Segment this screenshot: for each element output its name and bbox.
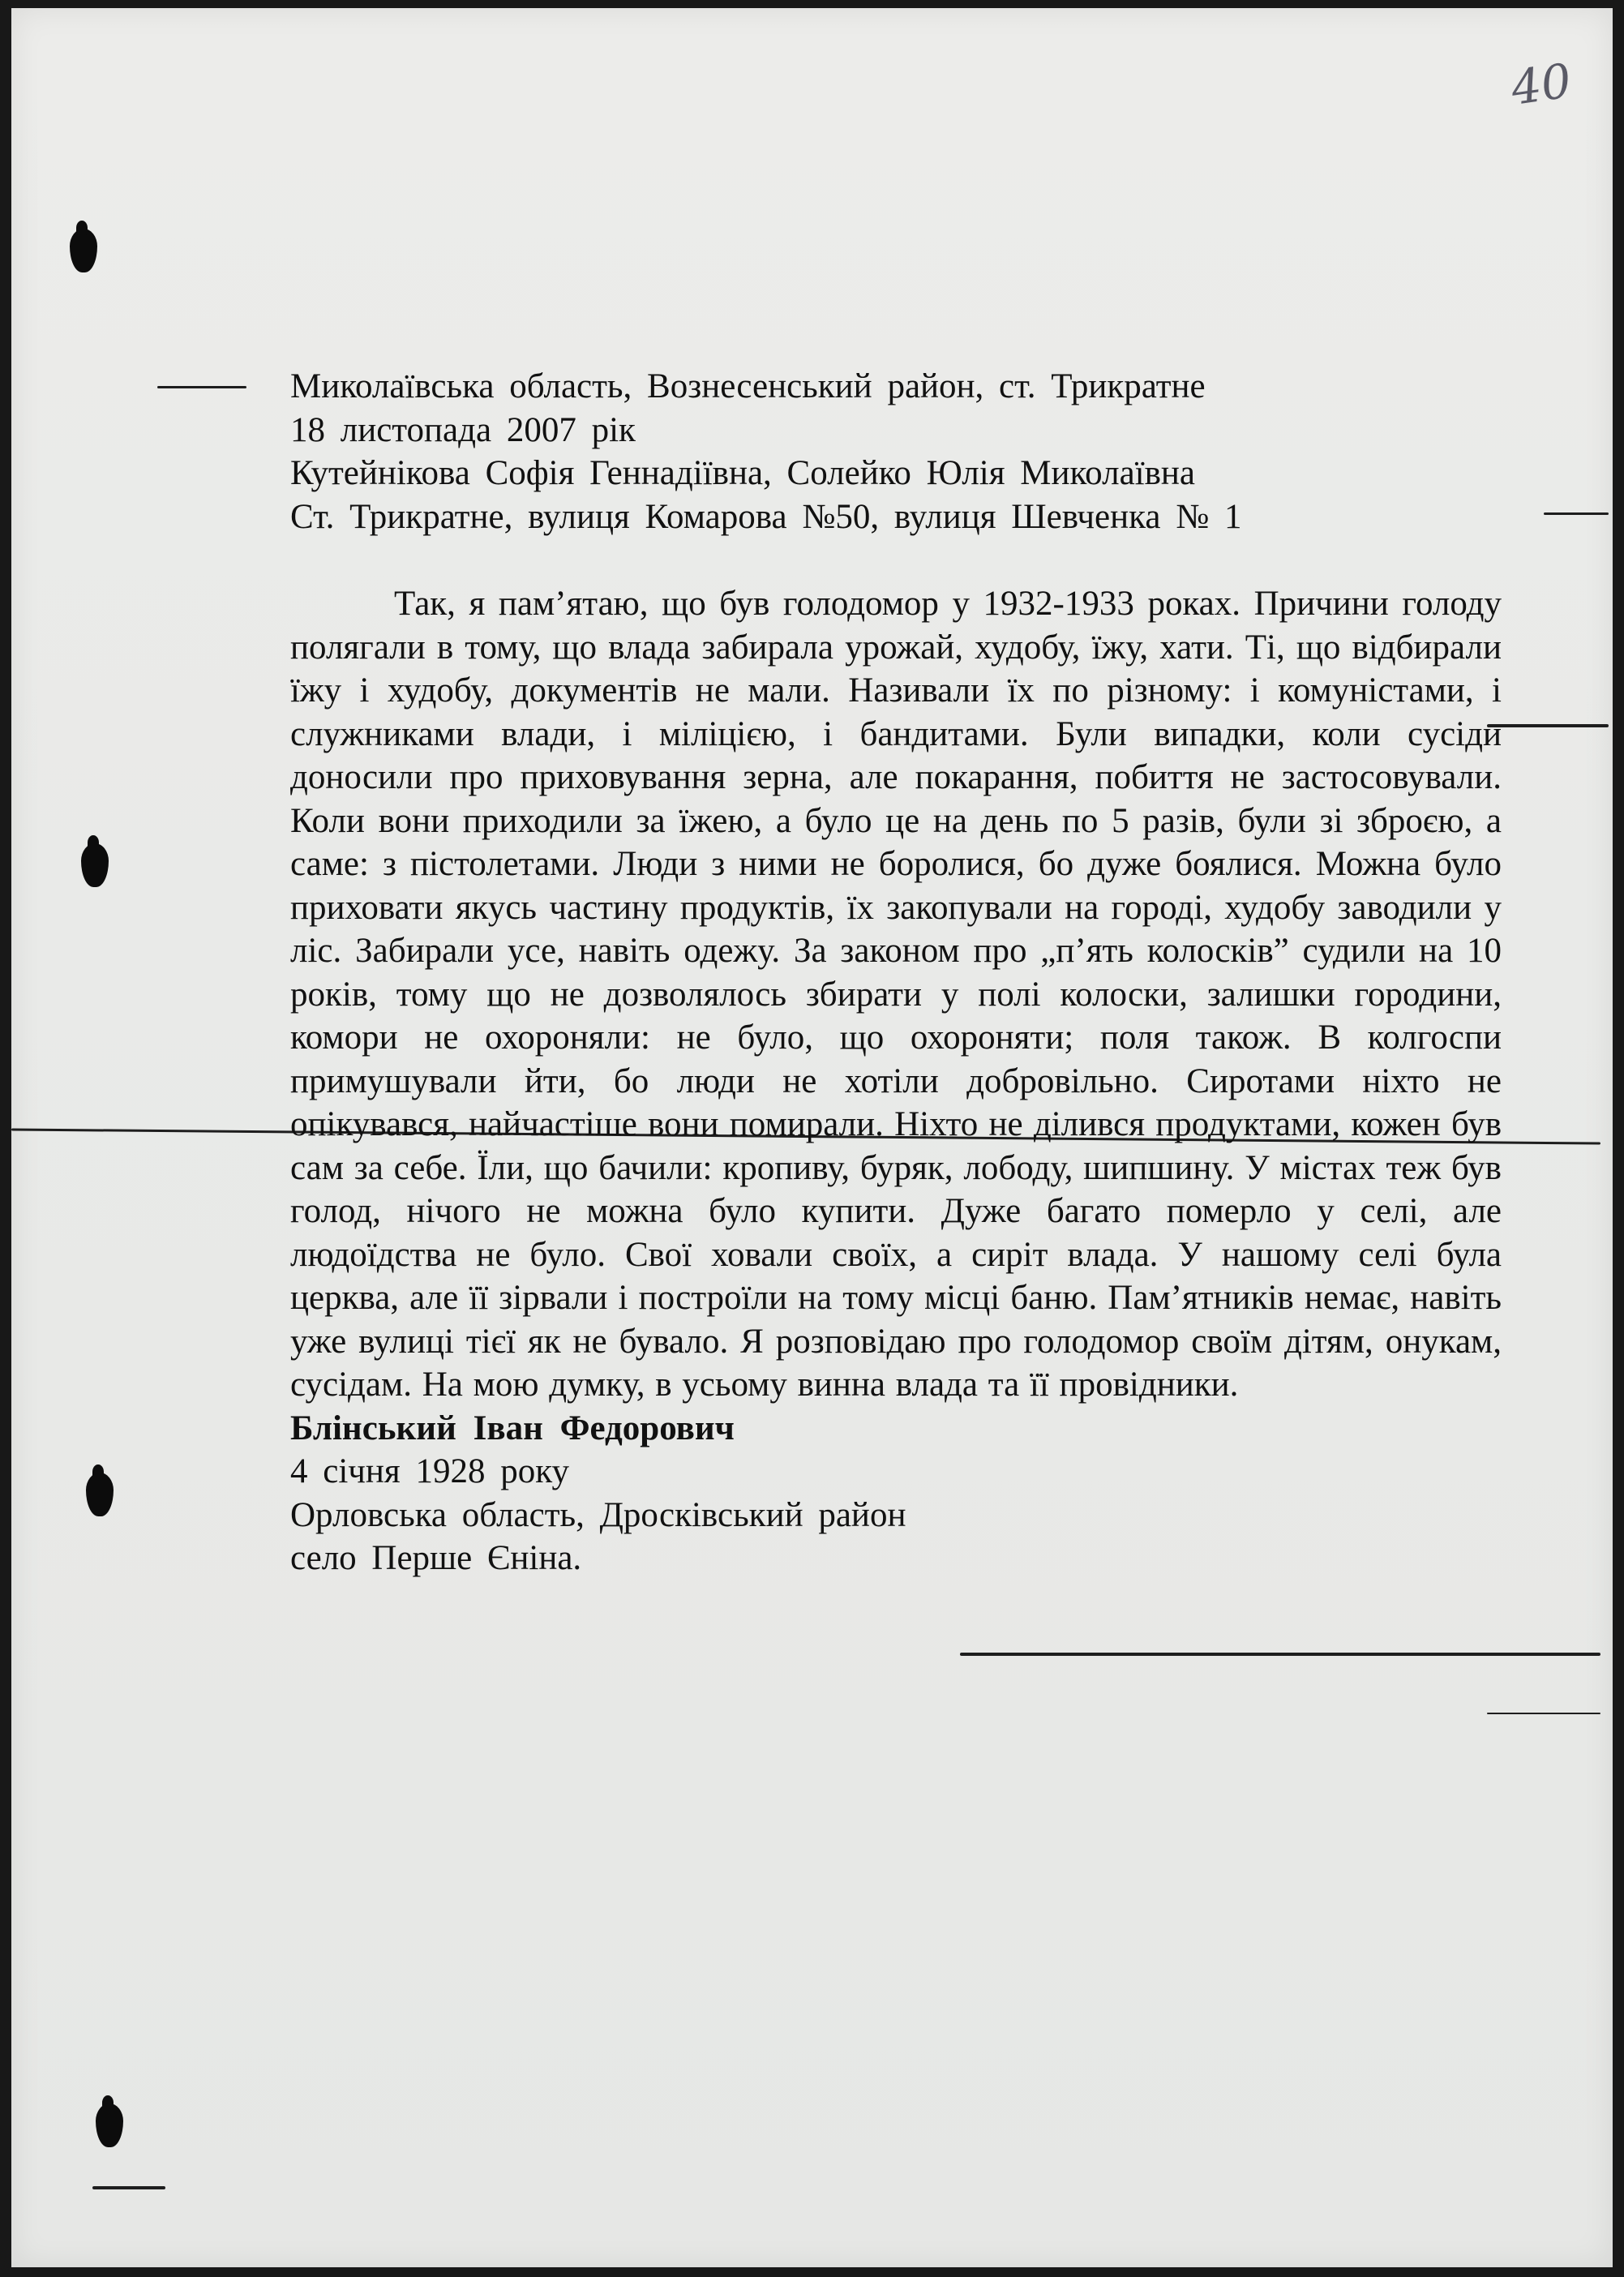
- fold-mark: [1544, 512, 1609, 515]
- respondent-birth-date: 4 січня 1928 року: [290, 1452, 569, 1490]
- fold-mark: [92, 2186, 165, 2189]
- fold-mark: [960, 1653, 1600, 1656]
- header-address: Ст. Трикратне, вулиця Комарова №50, вулиця Шевченка № 1: [290, 497, 1242, 536]
- header-date: 18 листопада 2007 рік: [290, 410, 636, 449]
- testimony-paragraph: Так, я пам’ятаю, що був голодомор у 1932-1933 роках. Причини голоду полягали в тому, що влада забирала урожай, худобу, їжу, хати. Ті, що відбирали їжу і худобу, документів не мали. Називали їх по різному: і комуністами, і служниками влади, і міліцією, і бандитами. Були випадки, коли сусіди доносили про приховування зерна, але покарання, побиття не застосовували. Коли вони приходили за їжею, а було це на день по 5 разів, були зі зброєю, а саме: з пістолетами. Люди з ними не боролися, бо дуже боялися. Можна було приховати якусь частину продуктів, їх закопували на городі, худобу заводили у ліс. Забирали усе, навіть одежу. За законом про „п’ять колосків” судили на 10 років, тому що не дозволялось збирати у полі колоски, залишки городини, комори не охороняли: не було, що охороняти; поля також. В колгоспи примушували йти, бо люди не хотіли добровільно. Сиротами ніхто не опікувався, найчастіше вони помирали. Ніхто не ділився продуктами, кожен був сам за себе. Їли, що бачили: кропиву, буряк, лободу, шипшину. У містах теж був голод, нічого не можна було купити. Дуже багато померло у селі, але людоїдства не було. Свої ховали своїх, а сиріт влада. У нашому селі була церква, але її зірвали і построїли на тому місці баню. Пам’ятників немає, навіть уже вулиці тієї як не бувало. Я розповідаю про голодомор своїм дітям, онукам, сусідам. На мою думку, в усьому винна влада та її провідники.: [290, 585, 1502, 1404]
- fold-mark: [1487, 724, 1609, 727]
- respondent-region: Орловська область, Дросківський район: [290, 1495, 906, 1534]
- header-location: Миколаївська область, Вознесенський район, ст. Трикратне: [290, 367, 1206, 405]
- respondent-name: Блінський Іван Федорович: [290, 1409, 735, 1447]
- document-body: [290, 365, 1502, 1580]
- fold-mark: [1487, 1713, 1600, 1714]
- handwritten-page-number: 40: [1507, 53, 1575, 116]
- header-interviewers: Кутейнікова Софія Геннадіївна, Солейко Юлія Миколаївна: [290, 454, 1196, 492]
- binder-hole-icon: [96, 2103, 123, 2147]
- binder-hole-icon: [81, 843, 109, 887]
- fold-mark: [157, 386, 246, 388]
- binder-hole-icon: [86, 1473, 114, 1516]
- respondent-village: село Перше Єніна.: [290, 1539, 582, 1577]
- document-page: [11, 8, 1613, 2267]
- binder-hole-icon: [70, 229, 97, 272]
